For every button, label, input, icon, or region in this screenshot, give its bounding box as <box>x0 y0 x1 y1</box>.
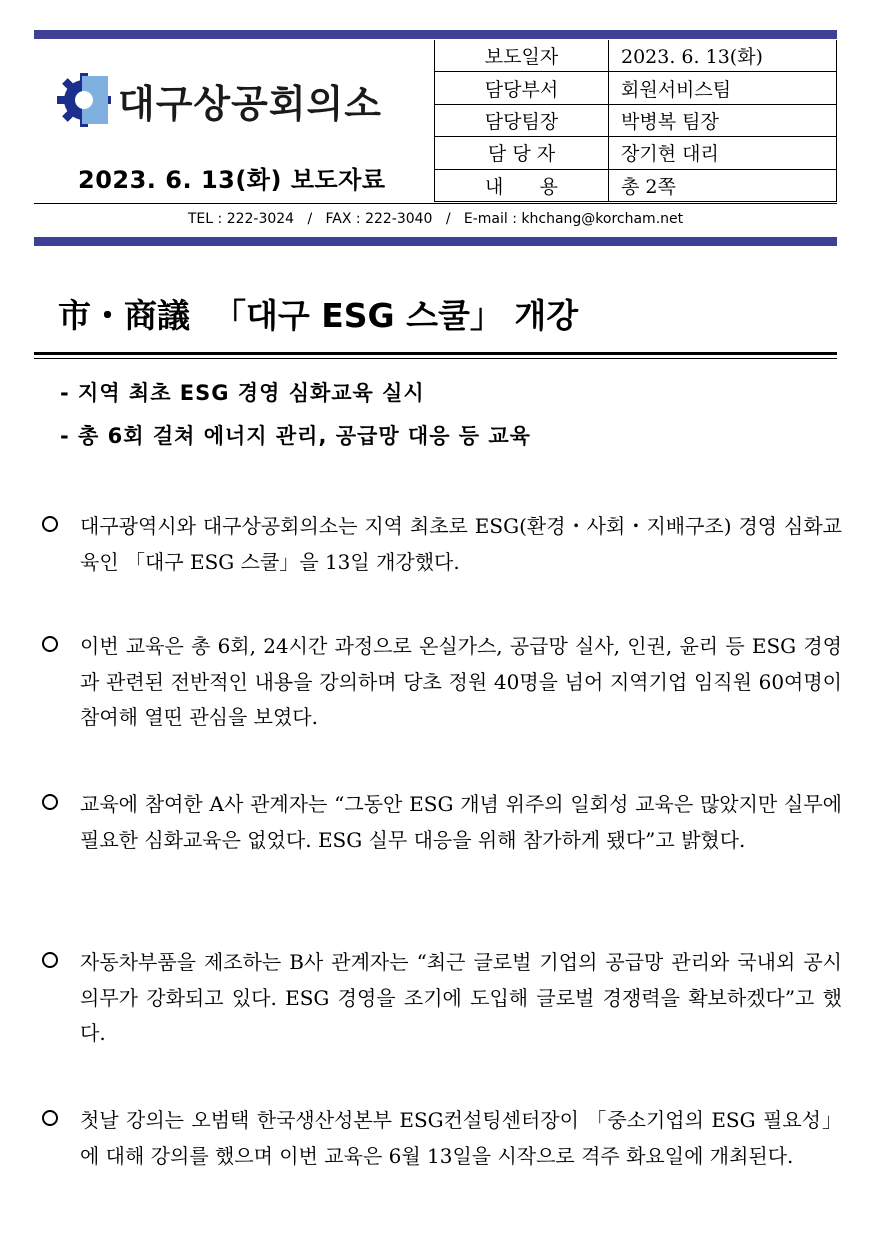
bullet-circle-icon <box>42 516 58 532</box>
info-label: 담 당 자 <box>435 137 609 169</box>
body-paragraph <box>42 787 842 858</box>
body-paragraph <box>42 1103 842 1174</box>
info-label: 담당팀장 <box>435 104 609 136</box>
info-label: 내 용 <box>435 169 609 201</box>
info-value: 회원서비스팀 <box>609 72 837 104</box>
info-label: 담당부서 <box>435 72 609 104</box>
paragraph-text: 자동차부품을 제조하는 B사 관계자는 “최근 글로벌 기업의 공급망 관리와 국내외 공시 의무가 강화되고 있다. ESG 경영을 조기에 도입해 글로벌 경쟁력을 확보하겠다”고 했다. <box>80 950 842 1045</box>
info-value: 2023. 6. 13(화) <box>609 40 837 72</box>
org-logo <box>56 72 416 128</box>
article-title: 市・商議 「대구 ESG 스쿨」 개강 <box>58 296 579 335</box>
bullet-circle-icon <box>42 952 58 968</box>
body-paragraph <box>42 629 842 736</box>
paragraph-text: 대구광역시와 대구상공회의소는 지역 최초로 ESG(환경・사회・지배구조) 경영 심화교육인 「대구 ESG 스쿨」을 13일 개강했다. <box>80 514 842 574</box>
info-row <box>435 104 837 136</box>
info-value: 총 2쪽 <box>609 169 837 201</box>
bullet-circle-icon <box>42 794 58 810</box>
info-row <box>435 40 837 72</box>
info-label: 보도일자 <box>435 40 609 72</box>
title-rule-thin <box>34 358 837 359</box>
contact-line: TEL : 222-3024 / FAX : 222-3040 / E-mail : khchang@korcham.net <box>187 211 684 227</box>
bullet-circle-icon <box>42 1110 58 1126</box>
paragraph-text: 첫날 강의는 오범택 한국생산성본부 ESG컨설팅센터장이 「중소기업의 ESG 필요성」에 대해 강의를 했으며 이번 교육은 6월 13일을 시작으로 격주 화요일에 개최된다. <box>80 1108 842 1168</box>
body-paragraph <box>42 945 842 1052</box>
paragraph-text: 이번 교육은 총 6회, 24시간 과정으로 온실가스, 공급망 실사, 인권, 윤리 등 ESG 경영과 관련된 전반적인 내용을 강의하며 당초 정원 40명을 넘어 지역기업 임직원 60여명이 참여해 열띤 관심을 보였다. <box>80 634 842 729</box>
release-info-table <box>434 40 837 202</box>
header-bottom-bar <box>34 237 837 246</box>
info-value: 장기현 대리 <box>609 137 837 169</box>
paragraph-text: 교육에 참여한 A사 관계자는 “그동안 ESG 개념 위주의 일회성 교육은 많았지만 실무에 필요한 심화교육은 없었다. ESG 실무 대응을 위해 참가하게 됐다”고 밝혔다. <box>80 792 842 852</box>
gear-icon <box>56 72 112 128</box>
info-value: 박병복 팀장 <box>609 104 837 136</box>
header-top-bar <box>34 30 837 39</box>
header-divider <box>34 203 837 204</box>
body-paragraph <box>42 509 842 580</box>
subtitle: - 총 6회 걸쳐 에너지 관리, 공급망 대응 등 교육 <box>60 424 531 448</box>
info-row <box>435 72 837 104</box>
subtitle: - 지역 최초 ESG 경영 심화교육 실시 <box>60 381 425 405</box>
org-name: 대구상공회의소 <box>118 81 382 126</box>
press-release-date: 2023. 6. 13(화) 보도자료 <box>78 166 386 194</box>
info-row <box>435 137 837 169</box>
bullet-circle-icon <box>42 636 58 652</box>
title-rule-thick <box>34 352 837 355</box>
info-row <box>435 169 837 201</box>
